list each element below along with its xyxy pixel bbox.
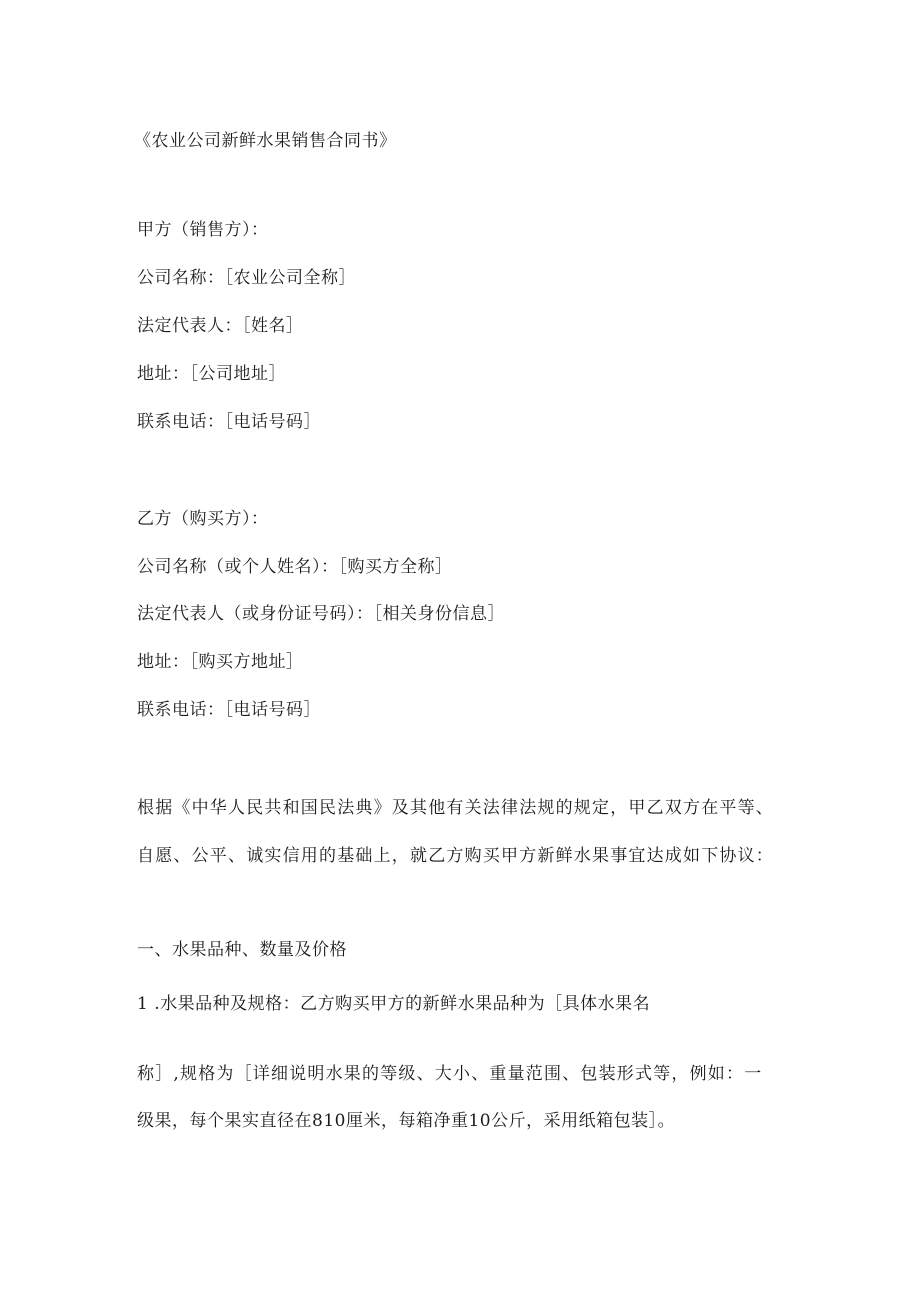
- section-1-item-1-line-1: 1 .水果品种及规格：乙方购买甲方的新鲜水果品种为［具体水果名: [137, 994, 651, 1014]
- party-b-address: 地址：［购买方地址］: [137, 652, 304, 672]
- section-1-item-1-line-2: 称］,规格为［详细说明水果的等级、大小、重量范围、包装形式等，例如：一: [137, 1064, 763, 1084]
- document-title: 《农业公司新鲜水果销售合同书》: [134, 131, 397, 151]
- party-a-representative: 法定代表人：［姓名］: [137, 316, 304, 336]
- party-a-heading: 甲方（销售方）：: [137, 220, 269, 240]
- party-a-address: 地址：［公司地址］: [137, 364, 286, 384]
- party-b-company: 公司名称（或个人姓名）：［购买方全称］: [137, 557, 453, 577]
- party-b-phone: 联系电话：［电话号码］: [137, 700, 321, 720]
- party-a-company: 公司名称：［农业公司全称］: [137, 268, 356, 288]
- preamble-line-2: 自愿、公平、诚实信用的基础上，就乙方购买甲方新鲜水果事宜达成如下协议：: [137, 846, 774, 866]
- section-1-heading: 一、水果品种、数量及价格: [137, 940, 347, 960]
- preamble-line-1: 根据《中华人民共和国民法典》及其他有关法律法规的规定，甲乙双方在平等、: [137, 798, 774, 818]
- party-a-phone: 联系电话：［电话号码］: [137, 412, 321, 432]
- party-b-representative: 法定代表人（或身份证号码）：［相关身份信息］: [137, 604, 505, 624]
- party-b-heading: 乙方（购买方）：: [137, 509, 269, 529]
- section-1-item-1-line-3: 级果，每个果实直径在810厘米，每箱净重10公斤，采用纸箱包装］。: [137, 1111, 676, 1131]
